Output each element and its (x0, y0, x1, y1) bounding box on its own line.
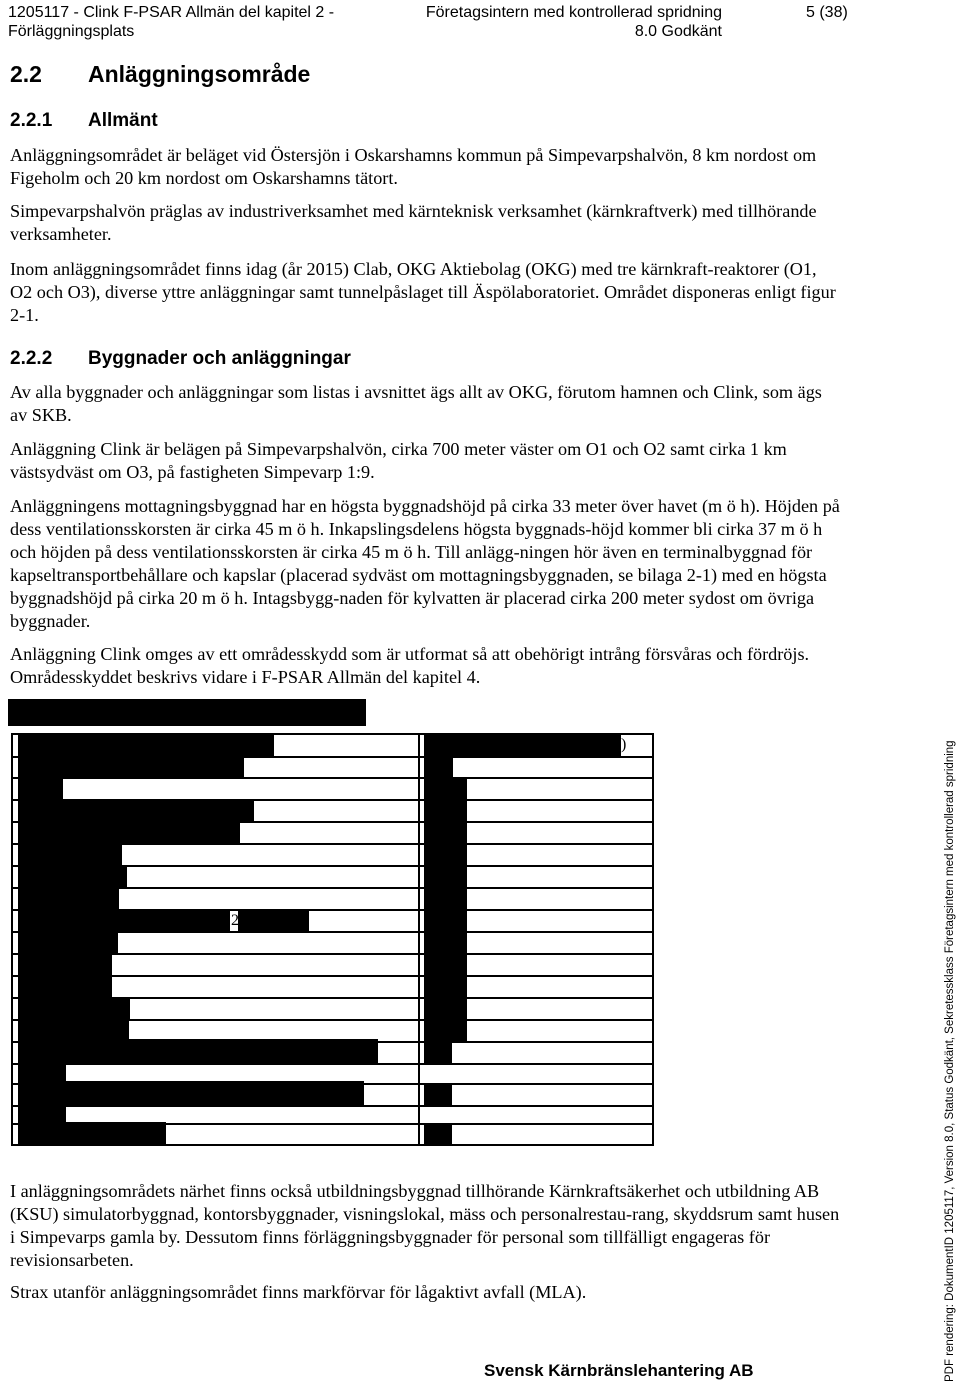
redaction-fragment: ) (621, 736, 627, 753)
paragraph: Strax utanför anläggningsområdet finns markförvar för lågaktivt avfall (MLA). (10, 1282, 587, 1302)
redaction-block (424, 800, 467, 822)
subsection-2-heading (10, 348, 351, 370)
redaction-block (424, 998, 467, 1020)
redaction-block (18, 822, 240, 844)
subsection-2-number: 2.2.2 (10, 348, 53, 369)
redaction-block (424, 735, 621, 757)
redaction-block (18, 778, 63, 800)
header-doc-title (8, 3, 334, 41)
redaction-block (18, 888, 119, 910)
redaction-block (424, 888, 467, 910)
redaction-block (18, 1122, 166, 1146)
paragraph: I anläggningsområdets närhet finns också utbildningsbyggnad tillhörande Kärnkraftsäkerhet och utbildning AB (KSU) simulatorbyggnad, kontorsbyggnader, visningslokal, mäss och personalrestau-rang, skyddsrum samt husen i Simpevarps gamla by. Dessutom finns förläggningsbyggnader för personal som tillfälligt engageras för revisionsarbeten. (10, 1181, 840, 1270)
redaction-block (424, 1020, 467, 1042)
redaction-block (424, 1042, 452, 1063)
redaction-block (18, 1039, 378, 1063)
header-classification (418, 3, 722, 41)
table-rule (11, 1105, 654, 1107)
redaction-block (18, 910, 230, 932)
redaction-block (424, 844, 467, 866)
paragraph: Anläggningsområdet är beläget vid Östersjön i Oskarshamns kommun på Simpevarpshalvön, 8 km nordost om Figeholm och 20 km nordost om Oskarshamns tätort. (10, 145, 817, 188)
redaction-block (424, 1124, 452, 1145)
redaction-block (424, 910, 467, 932)
redaction-block (18, 976, 112, 998)
redaction-block (424, 1084, 452, 1105)
table-rule (11, 1063, 654, 1065)
header-page-number: 5 (38) (806, 4, 848, 21)
redaction-block (18, 844, 122, 866)
subsection-1-number: 2.2.1 (10, 110, 53, 131)
redaction-block (424, 954, 467, 976)
redaction-block (424, 778, 467, 800)
subsection-1-title: Allmänt (88, 110, 158, 131)
redaction-block (18, 932, 118, 954)
redaction-block (18, 866, 127, 888)
footer-company: Svensk Kärnbränslehantering AB (484, 1361, 754, 1380)
section-heading (10, 61, 310, 88)
subsection-1-heading (10, 110, 158, 132)
redaction-block (18, 757, 244, 778)
redaction-block (424, 932, 467, 954)
header-doc-line2: Förläggningsplats (8, 23, 135, 40)
redaction-block (18, 800, 254, 822)
header-doc-line1: 1205117 - Clink F-PSAR Allmän del kapitel 2 - (8, 4, 335, 21)
paragraph: Anläggning Clink är belägen på Simpevarpshalvön, cirka 700 meter väster om O1 och O2 samt cirka 1 km västsydväst om O3, på fastigheten Simpevarp 1:9. (10, 439, 787, 482)
section-number: 2.2 (10, 61, 42, 87)
paragraph: Simpevarpshalvön präglas av industriverksamhet med kärnteknisk verksamhet (kärnkraftverk) med tillhörande verksamheter. (10, 201, 817, 244)
redaction-block (18, 954, 112, 976)
paragraph: Anläggning Clink omges av ett områdesskydd som är utformat så att obehörigt intrång försvåras och fördröjs. Områdesskyddet beskrivs vidare i F-PSAR Allmän del kapitel 4. (10, 644, 810, 687)
redaction-block (8, 699, 366, 726)
redaction-block (424, 976, 467, 998)
redaction-block (424, 866, 467, 888)
redaction-block (18, 735, 274, 757)
header-version-status: 8.0 Godkänt (634, 23, 722, 40)
section-title: Anläggningsområde (88, 61, 311, 87)
paragraph: Av alla byggnader och anläggningar som listas i avsnittet ägs allt av OKG, förutom hamnen och Clink, som ägs av SKB. (10, 382, 822, 425)
redaction-fragment: 2 (231, 912, 239, 929)
redaction-block (238, 910, 309, 932)
paragraph: Inom anläggningsområdet finns idag (år 2015) Clab, OKG Aktiebolag (OKG) med tre kärnkraft-reaktorer (O1, O2 och O3), diverse yttre anläggningar samt tunnelpåslaget till Äspölaboratoriet. Området disponeras enligt figur 2-1. (10, 259, 836, 325)
redaction-block (424, 757, 453, 778)
paragraph: Anläggningens mottagningsbyggnad har en högsta byggnadshöjd på cirka 33 meter över havet (m ö h). Höjden på dess ventilationsskorsten är cirka 45 m ö h. Inkapslingsdelens högsta byggnads-höjd kommer bli cirka 37 m ö h och höjden på dess ventilationsskorsten är cirka 45 m ö h. Till anlägg-ningen hör även en terminalbyggnad för kapseltransportbehållare och kapslar (placerad sydväst om mottagningsbyggnaden, se bilaga 2-1) med en högsta byggnadshöjd på cirka 20 m ö h. Intagsbygg-naden för kylvatten är placerad cirka 200 meter sydost om övriga byggnader. (10, 496, 840, 631)
redaction-block (424, 822, 467, 844)
side-rendering-note: PDF rendering: DokumentID 1205117, Version 8.0, Status Godkänt, Sekretessklass Företagsintern med kontrollerad spridning (944, 740, 956, 1382)
subsection-2-title: Byggnader och anläggningar (88, 348, 351, 369)
redaction-block (18, 1063, 66, 1083)
redaction-block (18, 998, 130, 1020)
redaction-block (18, 1081, 364, 1105)
header-classification-text: Företagsintern med kontrollerad spridning (425, 4, 722, 21)
